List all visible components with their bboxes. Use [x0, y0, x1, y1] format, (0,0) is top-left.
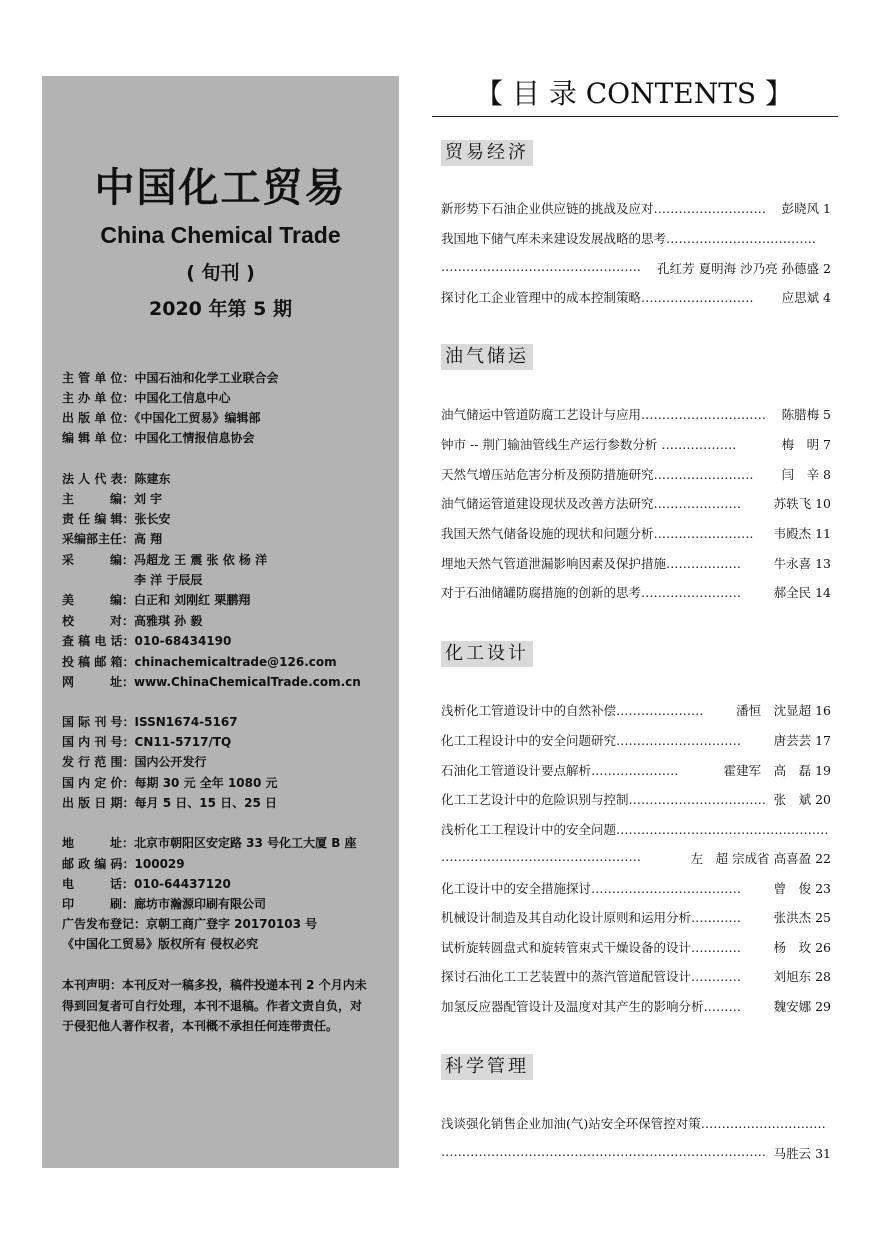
toc-author-page: 梅 明 7	[781, 437, 831, 452]
info-line: 发 行 范 围：国内公开发行	[62, 755, 207, 769]
toc-entry	[441, 259, 831, 277]
contents-title: 【 目 录 CONTENTS 】	[475, 77, 793, 110]
info-line: 编 辑 单 位：中国化工情报信息协会	[62, 431, 255, 445]
toc-title: ……………………………………………………………………	[441, 1144, 766, 1159]
toc-title: 探讨化工企业管理中的成本控制策略………………………	[441, 290, 754, 305]
toc-title: 试析旋转圆盘式和旋转管束式干燥设备的设计…………	[441, 940, 742, 955]
toc-author-page: 韦殿杰 11	[773, 526, 831, 541]
info-line: 主 管 单 位：中国石油和化学工业联合会	[62, 371, 279, 385]
magazine-title-cn: 中国化工贸易	[94, 165, 347, 211]
toc-author-page: 马胜云 31	[773, 1146, 831, 1161]
toc-title: 油气储运管道建设现状及改善方法研究…………………	[441, 496, 742, 511]
toc-author-page: 曾 俊 23	[773, 881, 831, 896]
toc-title: …………………………………………	[441, 259, 641, 274]
toc-author-page: 应思斌 4	[781, 290, 831, 305]
toc-title: 浅析化工工程设计中的安全问题……………………………………………	[441, 822, 829, 837]
toc-entry	[441, 1114, 831, 1132]
toc-author-page: 潘恒 沈显超 16	[736, 703, 831, 718]
toc-entry	[441, 731, 831, 749]
info-line: 国 际 刊 号：ISSN1674-5167	[62, 715, 238, 729]
section-heading: 油气储运	[441, 344, 533, 370]
toc-title: 探讨石油化工工艺装置中的蒸汽管道配管设计…………	[441, 969, 742, 984]
info-line: 网 址：www.ChinaChemicalTrade.com.cn	[62, 675, 361, 689]
toc-entry	[441, 465, 831, 483]
toc-title: 化工设计中的安全措施探讨………………………………	[441, 881, 742, 896]
toc-entry	[441, 435, 831, 453]
toc-author-page: 郝全民 14	[773, 585, 831, 600]
toc-entry	[441, 229, 831, 247]
section-heading: 化工设计	[441, 641, 533, 667]
toc-entry	[441, 701, 831, 719]
info-line: 美 编：白正和 刘刚红 栗鹏翔	[62, 593, 251, 607]
contents-divider	[432, 116, 838, 117]
toc-author-page: 张 斌 20	[773, 792, 831, 807]
toc-entry	[441, 554, 831, 572]
toc-title: 埋地天然气管道泄漏影响因素及保护措施………………	[441, 556, 742, 571]
toc-author-page: 闫 辛 8	[781, 467, 831, 482]
publication-frequency: ( 旬刊 )	[186, 262, 255, 284]
toc-title: 浅谈强化销售企业加油(气)站安全环保管控对策…………………………	[441, 1116, 826, 1131]
info-line: 主 办 单 位：中国化工信息中心	[62, 391, 231, 405]
section-heading: 科学管理	[441, 1054, 533, 1080]
toc-title: 石油化工管道设计要点解析…………………	[441, 763, 679, 778]
toc-title: 加氢反应器配管设计及温度对其产生的影响分析………	[441, 999, 742, 1014]
info-line: 出 版 单 位：《中国化工贸易》编辑部	[62, 411, 261, 425]
copyright-line: 《中国化工贸易》版权所有 侵权必究	[62, 937, 259, 951]
toc-title: 对于石油储罐防腐措施的创新的思考……………………	[441, 585, 742, 600]
toc-author-page: 陈腊梅 5	[781, 407, 831, 422]
section-heading: 贸易经济	[441, 140, 533, 166]
toc-entry	[441, 1144, 831, 1162]
toc-title: 化工工程设计中的安全问题研究…………………………	[441, 733, 742, 748]
toc-author-page: 孔红芳 夏明海 沙乃亮 孙德盛 2	[657, 261, 831, 276]
toc-title: 新形势下石油企业供应链的挑战及应对………………………	[441, 201, 767, 216]
toc-entry	[441, 879, 831, 897]
toc-entry	[441, 583, 831, 601]
info-line: 采编部主任：高 翔	[62, 532, 163, 546]
toc-title: 钟市 -- 荆门输油管线生产运行参数分析 ………………	[441, 437, 737, 452]
info-line: 校 对：高雅琪 孙 毅	[62, 614, 203, 628]
toc-author-page: 苏轶飞 10	[773, 496, 831, 511]
toc-title: 我国地下储气库未来建设发展战略的思考………………………………	[441, 231, 817, 246]
toc-title: …………………………………………	[441, 849, 641, 864]
info-line: 地 址：北京市朝阳区安定路 33 号化工大厦 B 座	[62, 836, 357, 850]
info-line: 邮 政 编 码：100029	[62, 857, 185, 871]
info-line: 印 刷：廊坊市瀚源印刷有限公司	[62, 897, 267, 911]
toc-author-page: 左 超 宗成省 高喜盈 22	[690, 851, 831, 866]
info-line: 责 任 编 辑：张长安	[62, 512, 171, 526]
magazine-title-en: China Chemical Trade	[100, 222, 341, 248]
journal-statement: 本刊声明：本刊反对一稿多投，稿件投递本刊 2 个月内未得到回复者可自行处理，本刊不退稿。作者文责自负，对于侵犯他人著作权者，本刊概不承担任何连带责任。	[62, 978, 367, 1033]
toc-author-page: 霍建军 高 磊 19	[723, 763, 831, 778]
info-line: 国 内 定 价：每期 30 元 全年 1080 元	[62, 776, 278, 790]
toc-entry	[441, 288, 831, 306]
info-line: 广告发布登记：京朝工商广登字 20170103 号	[62, 917, 318, 931]
toc-entry	[441, 524, 831, 542]
toc-author-page: 彭晓风 1	[781, 201, 831, 216]
toc-entry	[441, 405, 831, 423]
toc-author-page: 魏安娜 29	[773, 999, 831, 1014]
info-line: 主 编：刘 宇	[62, 492, 163, 506]
toc-entry	[441, 908, 831, 926]
info-line: 李 洋 于辰辰	[62, 573, 203, 587]
toc-title: 机械设计制造及其自动化设计原则和运用分析…………	[441, 910, 742, 925]
toc-entry	[441, 967, 831, 985]
info-line: 投 稿 邮 箱：chinachemicaltrade@126.com	[62, 655, 337, 669]
info-line: 电 话：010-64437120	[62, 877, 231, 891]
toc-entry	[441, 790, 831, 808]
masthead-panel	[42, 76, 399, 1168]
toc-title: 油气储运中管道防腐工艺设计与应用…………………………	[441, 407, 767, 422]
toc-entry	[441, 820, 831, 838]
toc-title: 我国天然气储备设施的现状和问题分析……………………	[441, 526, 754, 541]
toc-entry	[441, 761, 831, 779]
issue-number: 2020 年第 5 期	[149, 298, 292, 320]
toc-author-page: 杨 玫 26	[773, 940, 831, 955]
toc-entry	[441, 849, 831, 867]
toc-title: 天然气增压站危害分析及预防措施研究……………………	[441, 467, 754, 482]
toc-entry	[441, 938, 831, 956]
toc-title: 浅析化工管道设计中的自然补偿…………………	[441, 703, 704, 718]
info-line: 国 内 刊 号：CN11-5717/TQ	[62, 735, 232, 749]
toc-author-page: 唐芸芸 17	[773, 733, 831, 748]
toc-entry	[441, 199, 831, 217]
info-line: 采 编：冯超龙 王 震 张 依 杨 洋	[62, 553, 268, 567]
toc-author-page: 牛永喜 13	[773, 556, 831, 571]
toc-entry	[441, 494, 831, 512]
toc-entry	[441, 997, 831, 1015]
toc-author-page: 张洪杰 25	[773, 910, 831, 925]
info-line: 出 版 日 期：每月 5 日、15 日、25 日	[62, 796, 277, 810]
info-line: 法 人 代 表：陈建东	[62, 472, 171, 486]
info-line: 查 稿 电 话：010-68434190	[62, 634, 232, 648]
toc-author-page: 刘旭东 28	[773, 969, 831, 984]
toc-title: 化工工艺设计中的危险识别与控制……………………………	[441, 792, 767, 807]
